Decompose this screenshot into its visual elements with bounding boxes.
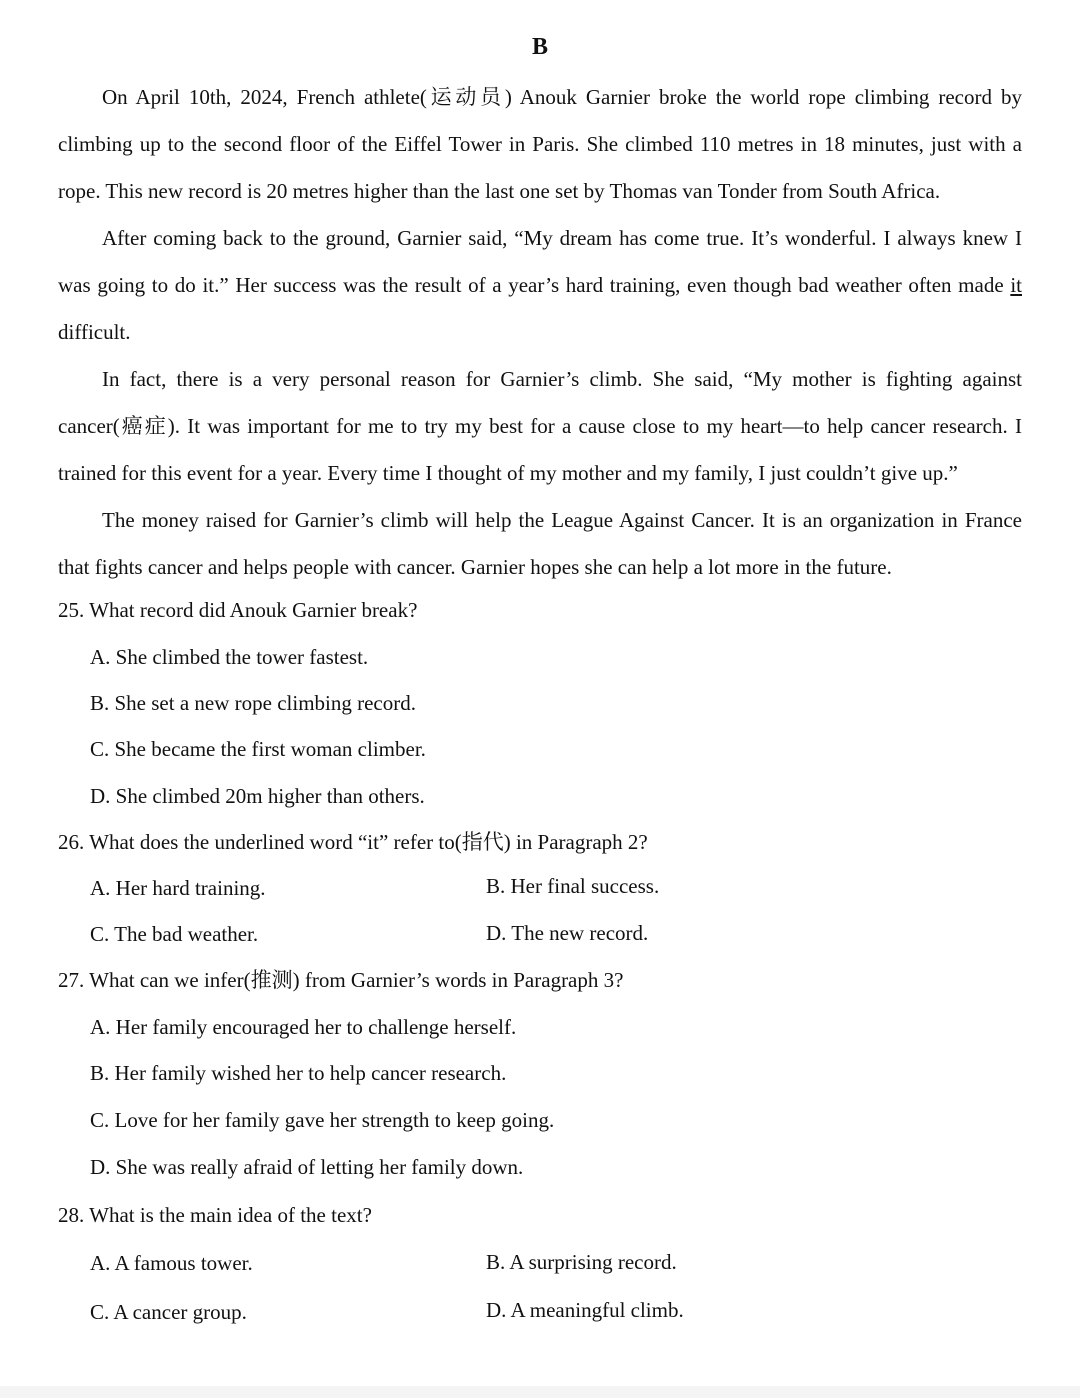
question-26-option-c: C. The bad weather. — [90, 922, 259, 946]
question-25-option-b: B. She set a new rope climbing record. — [90, 691, 416, 715]
paragraph-2-text-start: After coming back to the ground, Garnier said, “My dream has come true. It’s wonderful. I always knew I was going to do it.” Her success was the result of a year’s hard training, even though bad weather often made — [58, 226, 1022, 297]
question-25-option-c: C. She became the first woman climber. — [90, 737, 426, 761]
passage-paragraph-2 — [58, 215, 1022, 356]
question-27-option-c: C. Love for her family gave her strength to keep going. — [90, 1108, 555, 1132]
question-25-option-a: A. She climbed the tower fastest. — [90, 645, 369, 669]
question-25-stem: 25. What record did Anouk Garnier break? — [58, 598, 418, 622]
question-26-option-d: D. The new record. — [486, 921, 649, 945]
passage-paragraph-1: On April 10th, 2024, French athlete(运动员) Anouk Garnier broke the world rope climbing record by climbing up to the second floor of the Eiffel Tower in Paris. She climbed 110 metres in 18 minutes, just with a rope. This new record is 20 metres higher than the last one set by Thomas van Tonder from South Africa. — [58, 85, 1022, 203]
passage-paragraph-4: The money raised for Garnier’s climb will help the League Against Cancer. It is an organization in France that fights cancer and helps people with cancer. Garnier hopes she can help a lot more in the future. — [58, 508, 1022, 579]
question-25-option-d: D. She climbed 20m higher than others. — [90, 784, 425, 808]
section-title: B — [531, 34, 548, 60]
question-28-stem: 28. What is the main idea of the text? — [58, 1203, 372, 1227]
question-26-option-a: A. Her hard training. — [90, 876, 266, 900]
question-28-option-a: A. A famous tower. — [90, 1251, 253, 1275]
question-27-option-b: B. Her family wished her to help cancer research. — [90, 1061, 507, 1085]
question-26-stem: 26. What does the underlined word “it” refer to(指代) in Paragraph 2? — [58, 830, 648, 854]
question-27-option-d: D. She was really afraid of letting her family down. — [90, 1155, 524, 1179]
question-28-option-d: D. A meaningful climb. — [486, 1298, 684, 1322]
question-26-option-b: B. Her final success. — [486, 874, 660, 898]
question-27-option-a: A. Her family encouraged her to challenge herself. — [90, 1015, 517, 1039]
paragraph-2-text-end: difficult. — [58, 320, 131, 344]
question-28-option-b: B. A surprising record. — [486, 1250, 677, 1274]
question-27-stem: 27. What can we infer(推测) from Garnier’s words in Paragraph 3? — [58, 968, 624, 992]
underlined-word: it — [1010, 273, 1022, 297]
passage-paragraph-3: In fact, there is a very personal reason for Garnier’s climb. She said, “My mother is fighting against cancer(癌症). It was important for me to try my best for a cause close to my heart—to help cancer research. I trained for this event for a year. Every time I thought of my mother and my family, I just couldn’t give up.” — [58, 367, 1022, 485]
reading-passage — [58, 74, 1022, 591]
question-28-option-c: C. A cancer group. — [90, 1300, 247, 1324]
page-bottom-edge — [0, 1386, 1080, 1398]
